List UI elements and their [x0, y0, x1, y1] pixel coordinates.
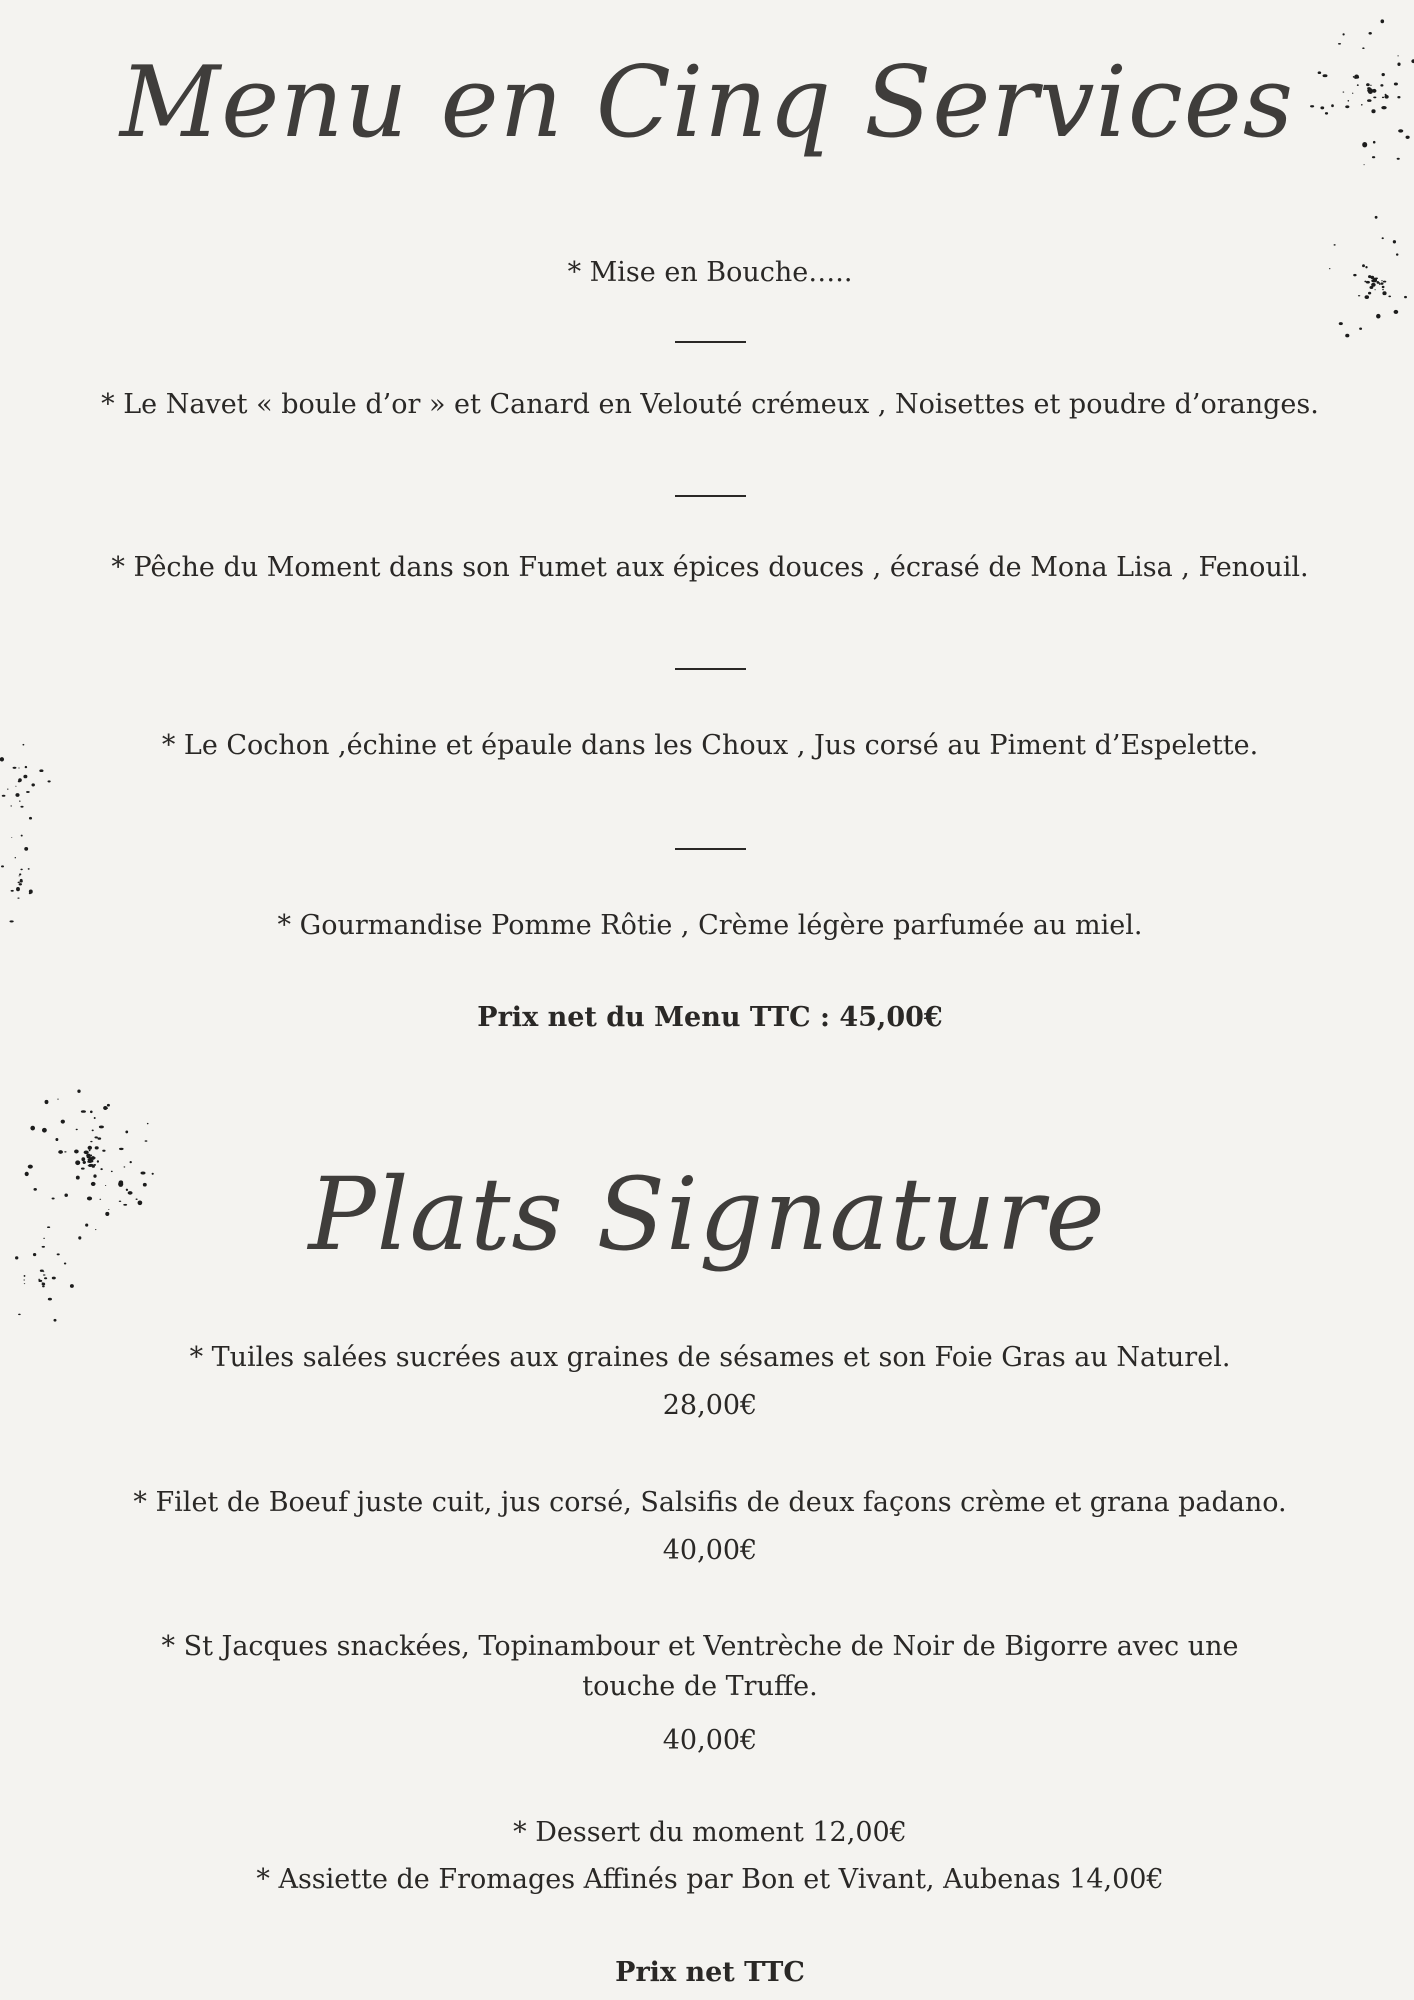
speckle-dot — [42, 1282, 44, 1283]
course-separator — [675, 341, 746, 343]
speckle-dot — [42, 1128, 47, 1133]
speckle-dot — [31, 783, 34, 786]
speckle-dot — [1377, 282, 1379, 283]
menu-price: Prix net du Menu TTC : 45,00€ — [477, 1002, 943, 1033]
speckle-dot — [29, 817, 32, 820]
speckle-dot — [1381, 282, 1384, 284]
speckle-dot — [145, 1140, 148, 1142]
speckle-dot — [1375, 216, 1378, 219]
course-5: * Gourmandise Pomme Rôtie , Crème légère parfumée au miel. — [277, 910, 1143, 941]
speckle-dot — [106, 1107, 108, 1109]
speckle-dot — [18, 882, 20, 884]
speckle-dot — [1365, 295, 1369, 299]
speckle-dot — [19, 873, 21, 875]
speckle-dot — [1365, 266, 1367, 268]
speckle-dot — [7, 788, 8, 789]
signature-dish-1-price: 28,00€ — [662, 1390, 758, 1421]
speckle-dot — [1382, 286, 1385, 288]
speckle-dot — [24, 847, 28, 851]
speckle-dot — [2, 795, 6, 797]
speckle-dot — [1383, 281, 1386, 283]
speckle-dot — [18, 767, 19, 768]
speckle-dot — [0, 757, 4, 761]
speckle-dot — [29, 892, 31, 894]
speckle-dot — [28, 868, 30, 870]
speckle-dot — [1382, 237, 1384, 239]
speckle-dot — [30, 1126, 35, 1131]
speckle-dot — [90, 1110, 93, 1113]
speckle-dot — [147, 1123, 149, 1124]
speckle-dot — [10, 805, 12, 806]
speckle-dot — [1358, 295, 1360, 296]
speckle-dot — [19, 780, 20, 781]
speckle-dot — [90, 1141, 92, 1142]
speckle-dot — [19, 884, 21, 885]
speckle-dot — [39, 1280, 41, 1282]
speckle-dot — [54, 1319, 57, 1322]
speckle-dot — [20, 879, 23, 881]
speckle-dot — [1377, 281, 1380, 284]
speckle-dot — [13, 767, 17, 769]
speckle-dot — [18, 875, 19, 876]
course-1: * Mise en Bouche….. — [567, 257, 853, 288]
speckle-dot — [24, 1283, 25, 1284]
speckle-dot — [1366, 281, 1370, 284]
speckle-dot — [1371, 279, 1375, 282]
speckle-dot — [1377, 282, 1380, 284]
speckle-dot — [16, 887, 20, 891]
speckle-dot — [1374, 280, 1376, 282]
speckle-dot — [1388, 296, 1391, 298]
course-separator — [675, 848, 746, 850]
speckle-dot — [77, 1090, 80, 1093]
speckle-dot — [92, 1130, 94, 1132]
speckle-dot — [1373, 278, 1377, 283]
speckle-dot — [48, 1298, 52, 1301]
signature-footer: Prix net TTC — [615, 1957, 805, 1988]
speckle-dot — [1373, 280, 1374, 281]
speckle-dot — [1345, 334, 1349, 338]
speckle-dot — [29, 890, 33, 894]
speckle-dot — [1396, 253, 1398, 255]
speckle-dot — [1375, 277, 1378, 279]
speckle-dot — [1359, 328, 1362, 330]
speckle-dot — [1, 865, 4, 867]
speckle-dot — [42, 1283, 46, 1286]
speckle-dot — [61, 1120, 65, 1124]
speckle-dot — [11, 837, 12, 838]
course-3: * Pêche du Moment dans son Fumet aux épices douces , écrasé de Mona Lisa , Fenouil. — [111, 552, 1309, 583]
speckle-dot — [1370, 276, 1374, 279]
speckle-dot — [1394, 310, 1399, 314]
speckle-dot — [17, 897, 19, 898]
speckle-dot — [45, 1100, 49, 1104]
speckle-dot — [21, 835, 23, 837]
speckle-dot — [18, 1314, 21, 1316]
speckle-dot — [20, 806, 23, 808]
speckle-dot — [1373, 279, 1376, 281]
speckle-dot — [19, 801, 21, 802]
menu-title: Menu en Cinq Services — [119, 46, 1295, 160]
speckle-dot — [39, 769, 43, 772]
speckle-dot — [94, 1136, 97, 1138]
speckle-dot — [1381, 280, 1383, 281]
speckle-dot — [1371, 283, 1376, 287]
speckle-dot — [22, 744, 24, 746]
course-separator — [675, 668, 746, 670]
speckle-dot — [55, 1138, 58, 1141]
speckle-dot — [15, 857, 16, 858]
speckle-dot — [1404, 296, 1407, 298]
speckle-dot — [1393, 240, 1396, 243]
speckle-dot — [1382, 291, 1386, 295]
speckle-dot — [19, 883, 22, 885]
extra-dessert: * Dessert du moment 12,00€ — [513, 1817, 907, 1848]
speckle-dot — [97, 1137, 101, 1139]
speckle-dot — [15, 786, 16, 787]
speckle-dot — [42, 1286, 45, 1288]
speckle-dot — [1374, 279, 1377, 281]
speckle-dot — [57, 1099, 59, 1100]
speckle-dot — [23, 775, 27, 779]
speckle-dot — [20, 869, 22, 871]
speckle-dot — [15, 793, 19, 797]
speckle-dot — [19, 779, 21, 780]
speckle-dot — [76, 1129, 78, 1130]
speckle-dot — [20, 880, 23, 883]
speckle-dot — [1342, 33, 1344, 35]
speckle-dot — [1364, 281, 1366, 283]
speckle-dot — [1339, 322, 1343, 325]
speckle-dot — [1376, 314, 1380, 319]
speckle-dot — [1334, 244, 1336, 246]
signature-dish-3-price: 40,00€ — [662, 1725, 758, 1756]
speckle-dot — [25, 766, 27, 768]
speckle-dot — [1374, 289, 1375, 290]
speckle-dot — [1368, 275, 1371, 278]
speckle-dot — [26, 791, 30, 793]
speckle-dot — [38, 1280, 42, 1282]
speckle-dot — [1382, 289, 1384, 290]
speckle-dot — [1379, 283, 1381, 285]
extra-cheese: * Assiette de Fromages Affinés par Bon et Vivant, Aubenas 14,00€ — [256, 1864, 1164, 1895]
signature-dish-3: * St Jacques snackées, Topinambour et Ventrèche de Noir de Bigorre avec une touche de Truffe. — [161, 1631, 1239, 1702]
speckle-dot — [9, 920, 13, 922]
course-2: * Le Navet « boule d’or » et Canard en Velouté crémeux , Noisettes et poudre d’oranges. — [101, 389, 1319, 420]
course-separator — [675, 495, 746, 497]
speckle-dot — [1362, 264, 1365, 267]
signature-dish-2-price: 40,00€ — [662, 1535, 758, 1566]
speckle-dot — [94, 1117, 96, 1119]
speckle-dot — [1373, 279, 1376, 281]
speckle-dot — [1381, 19, 1385, 23]
speckle-dot — [1369, 32, 1372, 35]
speckle-dot — [103, 1106, 107, 1110]
signature-dish-2: * Filet de Boeuf juste cuit, jus corsé, Salsifis de deux façons crème et grana padano. — [133, 1487, 1287, 1518]
speckle-dot — [125, 1130, 128, 1133]
speckle-dot — [70, 1284, 74, 1288]
speckle-dot — [18, 780, 21, 782]
speckle-dot — [1368, 292, 1371, 295]
speckle-dot — [48, 780, 51, 782]
speckle-dot — [99, 1125, 104, 1128]
course-4: * Le Cochon ,échine et épaule dans les Choux , Jus corsé au Piment d’Espelette. — [161, 730, 1259, 761]
speckle-dot — [11, 890, 14, 892]
speckle-dot — [1369, 286, 1373, 289]
signature-title: Plats Signature — [308, 1156, 1106, 1273]
speckle-dot — [81, 1110, 86, 1113]
speckle-dot — [107, 1104, 110, 1107]
signature-dish-1: * Tuiles salées sucrées aux graines de sésames et son Foie Gras au Naturel. — [189, 1342, 1231, 1373]
speckle-dot — [18, 778, 22, 782]
